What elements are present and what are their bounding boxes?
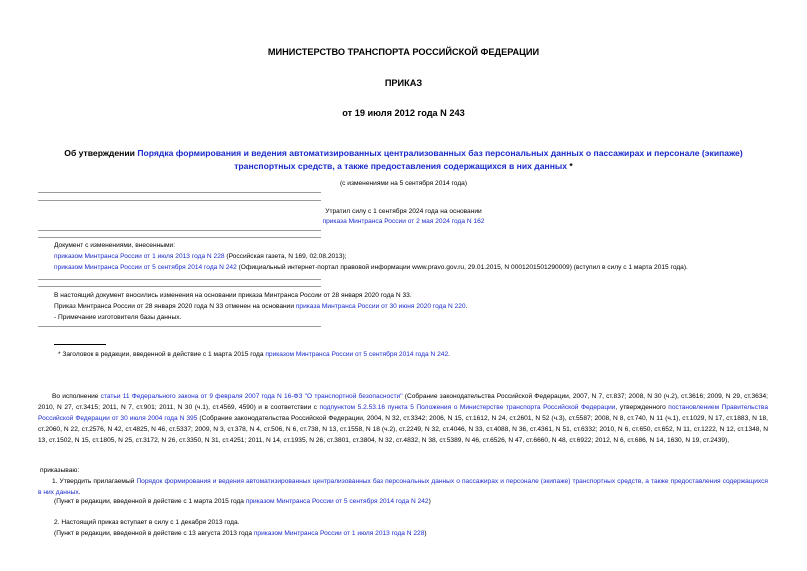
preamble-paragraph xyxy=(38,391,768,446)
procedure-link[interactable]: Порядок формирования и ведения автоматизированных централизованных баз персональных данных о пассажирах и персонале (экипаже) транспортных средств, а также предоставления содержащихся в них данных xyxy=(38,478,768,496)
note-text: (Пункт в редакции, введенной в действие с 1 марта 2015 года xyxy=(54,498,246,505)
doc-date-number: от 19 июля 2012 года N 243 xyxy=(342,108,465,118)
order-item-2: 2. Настоящий приказ вступает в силу с 1 декабря 2013 года. xyxy=(54,519,240,526)
divider xyxy=(38,200,321,201)
changes-item xyxy=(54,262,688,273)
footnote xyxy=(58,349,450,360)
footnote-link[interactable]: приказом Минтранса России от 5 сентября 2014 года N 242 xyxy=(265,351,449,358)
expired-order-link[interactable]: приказа Минтранса России от 2 мая 2024 года N 162 xyxy=(322,218,485,225)
expired-note: Утратил силу с 1 сентября 2024 года на основании xyxy=(325,208,482,215)
order-item-1 xyxy=(38,476,768,498)
changes-intro: Документ с изменениями, внесенными: xyxy=(54,242,176,249)
db-note: - Примечание изготовителя базы данных. xyxy=(54,314,182,321)
item-1-revision-note xyxy=(54,496,431,507)
note-end: ) xyxy=(428,498,431,505)
divider xyxy=(38,237,321,238)
title-link[interactable]: Порядка формирования и ведения автоматизированных централизованных баз персональных данных о пассажирах и персонале (экипаже) транспортных средств, а также предоставления содержащихся в них данных xyxy=(137,148,743,171)
item-text: 1. Утвердить прилагаемый xyxy=(52,478,137,485)
changes-item xyxy=(54,251,347,262)
change-order-link[interactable]: приказом Минтранса России от 1 июля 2013 года N 228 xyxy=(54,253,225,260)
footnote-end: . xyxy=(448,351,450,358)
preamble-text: (Собрание законодательства Российской Федерации, 2004, N 32, ст.3342; 2006, N 15, ст.1612, N 24, ст.2601, N 52 (ч.3), ст.5587; 2008, N 8, ст.740, N 11 (ч.1), ст.1029, N 17, ст.1883, N 18, ст.2060, N 22, ст.2576, N 42, ст.4825, N 46, ст.5337; 2009, N 3, ст.378, N 4, ст.506, N 6, ст.738, N 13, ст.1558, N 18 (ч.2), ст.2249, N 32, ст.4046, N 33, ст.4088, N 36, ст.4361, N 51, ст.6332; 2010, N 6, ст.650, ст.652, N 11, ст.1222, N 12, ст.1348, N 13, ст.1502, N 15, ст.1805, N 25, ст.3172, N 26, ст.3350, N 31, ст.4251; 2011, N 14, ст.1935, N 26, ст.3801, ст.3804, N 32, ст.4832, N 38, ст.5389, N 46, ст.6526, N 47, ст.6660, N 48, ст.6922; 2012, N 6, ст.686, N 14, 1630, N 19, ст.2439), xyxy=(38,415,768,444)
revision-order-link[interactable]: приказом Минтранса России от 5 сентября 2014 года N 242 xyxy=(245,498,429,505)
regulation-link[interactable]: подпунктом 5.2.53.16 пункта 5 Положения о Министерстве транспорта Российской Федерации xyxy=(319,404,616,411)
order-word: приказываю: xyxy=(40,467,80,474)
divider xyxy=(38,279,321,280)
divider xyxy=(38,192,321,193)
db-note: В настоящий документ вносились изменения на основании приказа Минтранса России от 28 января 2020 года N 33. xyxy=(54,292,412,299)
preamble-text: , утвержденного xyxy=(615,404,669,411)
title-suffix: * xyxy=(567,161,573,171)
preamble-text: (Собрание законодательства Российской Федерации, 2007, N 7, ст.837; 2008, N 30 (ч.2), ст.3616; 2009, N 29, ст.3634; 2010, N 27, ст.3415; 2011, N 7, ст.901; 2011, N 30 (ч.1), ст.4569, 4590) и в соответствии с xyxy=(38,393,768,411)
divider xyxy=(38,286,321,287)
note-text: (Пункт в редакции, введенной в действие с 13 августа 2013 года xyxy=(54,530,254,537)
amendment-note: (с изменениями на 5 сентября 2014 года) xyxy=(339,180,468,187)
divider xyxy=(38,326,321,327)
change-details: (Российская газета, N 169, 02.08.2013); xyxy=(224,253,347,260)
change-order-link[interactable]: приказом Минтранса России от 5 сентября 2014 года N 242 xyxy=(54,264,237,271)
expired-note-link-line xyxy=(0,216,807,227)
document-title xyxy=(40,147,767,173)
footnote-rule xyxy=(54,344,106,345)
note-text: Приказ Минтранса России от 28 января 2020 года N 33 отменен на основании xyxy=(54,303,296,310)
ministry-heading: МИНИСТЕРСТВО ТРАНСПОРТА РОССИЙСКОЙ ФЕДЕРАЦИИ xyxy=(267,47,540,57)
law-link[interactable]: статьи 11 Федерального закона от 9 февраля 2007 года N 16-ФЗ "О транспортной безопасности" xyxy=(100,393,403,400)
note-end: . xyxy=(465,303,468,310)
change-details: (Официальный интернет-портал правовой информации www.pravo.gov.ru, 29.01.2015, N 0001201501290009) (вступил в силу с 1 марта 2015 года). xyxy=(236,264,688,271)
item-2-revision-note xyxy=(54,528,427,539)
divider xyxy=(38,230,321,231)
note-end: ) xyxy=(424,530,427,537)
item-text: . xyxy=(78,489,81,496)
db-note xyxy=(54,301,467,312)
note-order-link[interactable]: приказа Минтранса России от 30 июня 2020 года N 220 xyxy=(295,303,466,310)
title-prefix: Об утверждении xyxy=(64,148,138,158)
doc-type-heading: ПРИКАЗ xyxy=(384,78,423,88)
decree-link[interactable]: постановлением Правительства Российской Федерации от 30 июля 2004 года N 395 xyxy=(38,404,769,422)
preamble-text: Во исполнение xyxy=(52,393,101,400)
footnote-text: * Заголовок в редакции, введенной в действие с 1 марта 2015 года xyxy=(58,351,266,358)
revision-order-link[interactable]: приказом Минтранса России от 1 июля 2013 года N 228 xyxy=(253,530,425,537)
